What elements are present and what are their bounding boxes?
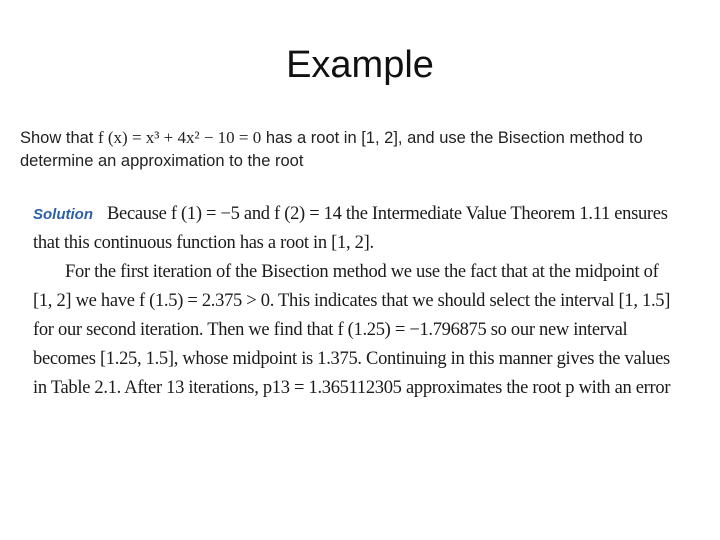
problem-equation: f (x) = x³ + 4x² − 10 = 0 [97, 128, 262, 147]
problem-line-2: determine an approximation to the root [20, 152, 304, 170]
solution-line-2: that this continuous function has a root in [1, 2]. [33, 233, 374, 253]
problem-text: Show that [20, 129, 98, 147]
solution-line-4: [1, 2] we have f (1.5) = 2.375 > 0. This indicates that we should select the interval [1, 1.5] [33, 291, 671, 311]
solution-line-7: in Table 2.1. After 13 iterations, p13 = 1.365112305 approximates the root p with an error [33, 378, 671, 398]
solution-label: Solution [33, 206, 93, 223]
solution-line-5: for our second iteration. Then we find that f (1.25) = −1.796875 so our new interval [33, 320, 628, 340]
solution-text: Because f (1) = −5 and f (2) = 14 the Intermediate Value Theorem 1.11 ensures [107, 204, 668, 224]
problem-text: has a root in [1, 2], and use the Bisection method to [261, 129, 643, 147]
slide-title: Example [286, 44, 434, 86]
solution-block [33, 200, 693, 403]
problem-statement [20, 126, 710, 173]
solution-line-6: becomes [1.25, 1.5], whose midpoint is 1.375. Continuing in this manner gives the values [33, 349, 670, 369]
solution-line-1 [33, 200, 693, 229]
solution-line-3: For the first iteration of the Bisection method we use the fact that at the midpoint of [65, 262, 659, 282]
problem-line-1 [20, 126, 710, 150]
